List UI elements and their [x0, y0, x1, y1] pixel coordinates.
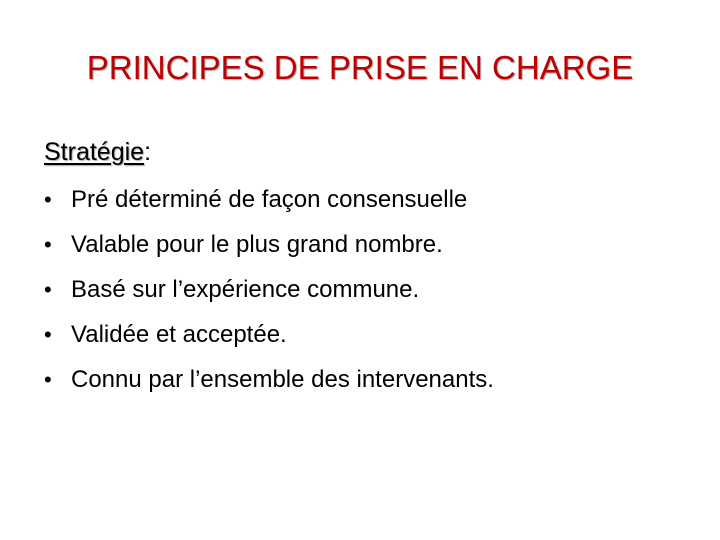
bullet-icon: •: [44, 322, 52, 347]
bullet-text: Valable pour le plus grand nombre.: [71, 231, 443, 258]
section-heading: [44, 134, 151, 170]
bullet-item: [44, 317, 494, 362]
bullet-item: [44, 182, 494, 227]
bullet-item: [44, 227, 494, 272]
bullet-icon: •: [44, 277, 52, 302]
bullet-text: Basé sur l’expérience commune.: [71, 276, 420, 303]
bullet-text: Connu par l’ensemble des intervenants.: [71, 366, 494, 393]
bullet-list: [44, 182, 494, 407]
bullet-icon: •: [44, 232, 52, 257]
bullet-icon: •: [44, 367, 52, 392]
section-heading-label: Stratégie: [44, 138, 145, 166]
bullet-item: [44, 362, 494, 407]
bullet-item: [44, 272, 494, 317]
section-heading-colon: :: [144, 138, 152, 166]
bullet-text: Validée et acceptée.: [71, 321, 287, 348]
slide-title: PRINCIPES DE PRISE EN CHARGE: [86, 49, 634, 86]
bullet-text: Pré déterminé de façon consensuelle: [71, 186, 468, 213]
bullet-icon: •: [44, 187, 52, 212]
